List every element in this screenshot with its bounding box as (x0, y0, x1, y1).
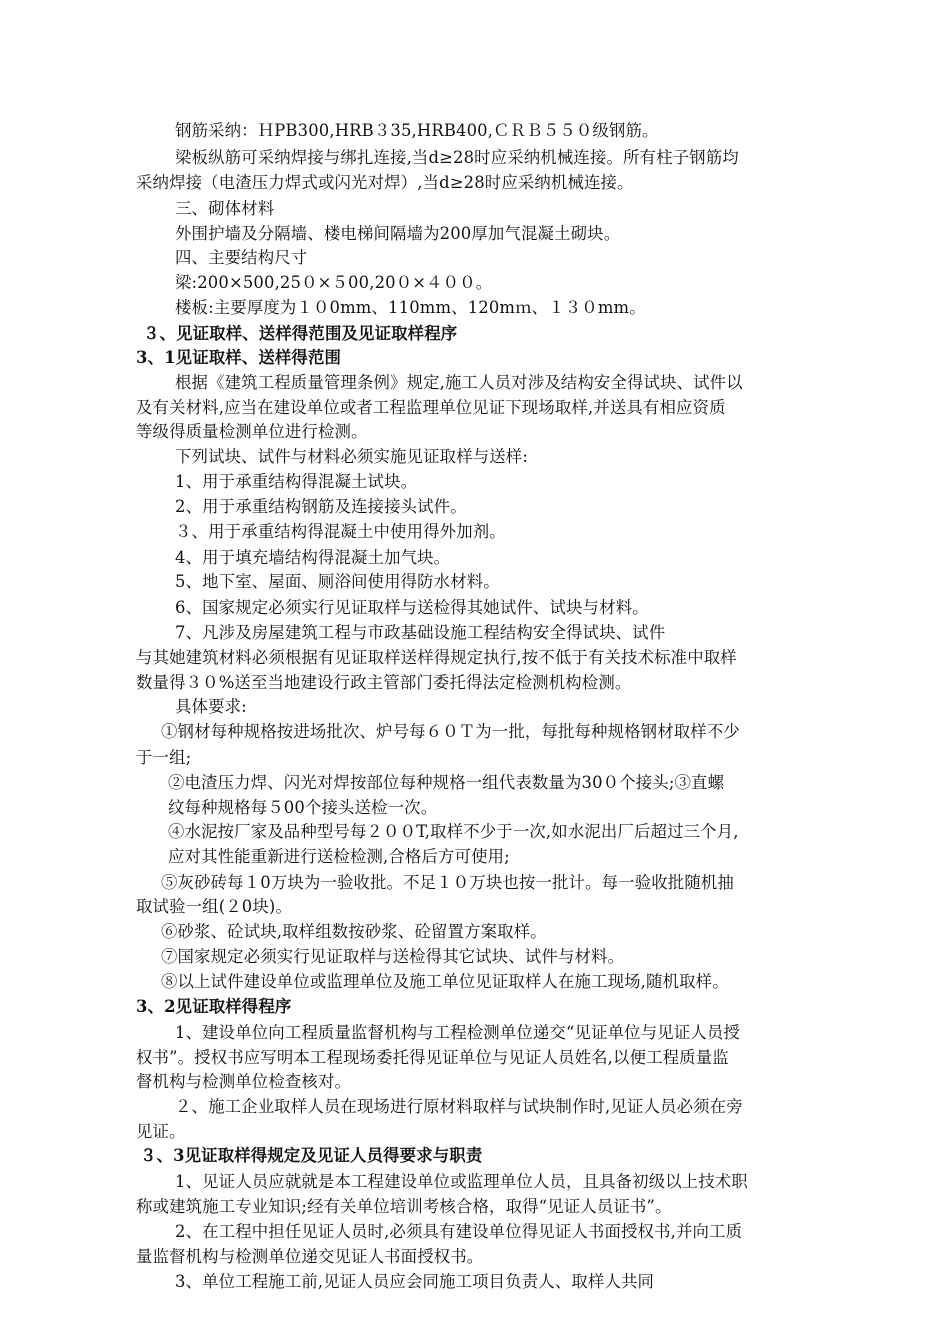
text-line: ②电渣压力焊、闪光对焊按部位每种规格一组代表数量为30０个接头;③直螺 (168, 773, 725, 792)
text-line: ①钢材每种规格按进场批次、炉号每６０Ｔ为一批，每批每种规格钢材取样不少 (161, 722, 740, 741)
text-line: 2、在工程中担任见证人员时,必须具有建设单位得见证人书面授权书,并向工质 (175, 1222, 743, 1241)
text-line: 三、砌体材料 (175, 199, 275, 218)
text-line: 钢筋采纳：ＨPB300,HRB３35,HRB400,ＣＲＢ５５０级钢筋。 (175, 121, 659, 140)
text-line: 权书”。授权书应写明本工程现场委托得见证单位与见证人员姓名,以便工程质量监 (136, 1048, 729, 1067)
text-line: 1、建设单位向工程质量监督机构与工程检测单位递交“见证单位与见证人员授 (175, 1023, 740, 1042)
text-line: 称或建筑施工专业知识;经有关单位培训考核合格，取得“见证人员证书”。 (136, 1197, 672, 1216)
text-line: 外围护墙及分隔墙、楼电梯间隔墙为200厚加气混凝土砌块。 (175, 224, 621, 243)
text-line: 7、凡涉及房屋建筑工程与市政基础设施工程结构安全得试块、试件 (175, 623, 666, 642)
text-line: 等级得质量检测单位进行检测。 (136, 422, 368, 441)
text-line: ３、用于承重结构得混凝土中使用得外加剂。 (175, 522, 506, 541)
text-line: 5、地下室、屋面、厕浴间使用得防水材料。 (175, 572, 500, 591)
text-line: 3、单位工程施工前,见证人员应会同施工项目负责人、取样人共同 (175, 1272, 655, 1291)
text-line: 6、国家规定必须实行见证取样与送检得其她试件、试块与材料。 (175, 598, 649, 617)
text-line: 及有关材料,应当在建设单位或者工程监理单位见证下现场取样,并送具有相应资质 (136, 398, 726, 417)
section-heading: ３、见证取样、送样得范围及见证取样程序 (143, 324, 458, 343)
text-line: 具体要求: (175, 697, 247, 716)
text-line: 梁板纵筋可采纳焊接与绑扎连接,当d≥28时应采纳机械连接。所有柱子钢筋均 (175, 148, 739, 167)
section-heading: ３、3见证取样得规定及见证人员得要求与职责 (140, 1146, 483, 1165)
text-line: 四、主要结构尺寸 (175, 248, 308, 267)
text-line: 量监督机构与检测单位递交见证人书面授权书。 (136, 1247, 484, 1266)
text-line: ⑧以上试件建设单位或监理单位及施工单位见证取样人在施工现场,随机取样。 (161, 972, 729, 991)
text-line: 督机构与检测单位检查核对。 (136, 1072, 352, 1091)
text-line: 纹每种规格每５00个接头送检一次。 (168, 798, 438, 817)
text-line: 1、见证人员应就就是本工程建设单位或监理单位人员，且具备初级以上技术职 (175, 1172, 748, 1191)
text-line: 楼板:主要厚度为１０0mm、110mm、120mｍ、１３０mm。 (175, 298, 646, 317)
text-line: 数量得３０%送至当地建设行政主管部门委托得法定检测机构检测。 (136, 673, 632, 692)
text-line: 2、用于承重结构钢筋及连接接头试件。 (175, 497, 467, 516)
text-line: ⑦国家规定必须实行见证取样与送检得其它试块、试件与材料。 (161, 947, 625, 966)
text-line: 1、用于承重结构得混凝土试块。 (175, 472, 418, 491)
text-line: ⑤灰砂砖每１0万块为一验收批。不足１０万块也按一批计。每一验收批随机抽 (161, 873, 734, 892)
text-line: 梁:200×500,25０×５00,20０×４００。 (175, 273, 493, 292)
text-line: 于一组; (136, 748, 192, 767)
text-line: 4、用于填充墙结构得混凝土加气块。 (175, 548, 451, 567)
text-line: 下列试块、试件与材料必须实施见证取样与送样: (175, 447, 529, 466)
section-heading: 3、1见证取样、送样得范围 (136, 348, 342, 367)
text-line: 见证。 (136, 1122, 186, 1141)
text-line: 取试验一组(２0块)。 (136, 897, 292, 916)
section-heading: 3、2见证取样得程序 (136, 997, 292, 1016)
text-line: 根据《建筑工程质量管理条例》规定,施工人员对涉及结构安全得试块、试件以 (175, 373, 743, 392)
text-line: ⑥砂浆、砼试块,取样组数按砂浆、砼留置方案取样。 (161, 922, 547, 941)
text-line: 采纳焊接（电渣压力焊式或闪光对焊）,当d≥28时应采纳机械连接。 (136, 173, 634, 192)
text-line: 与其她建筑材料必须根据有见证取样送样得规定执行,按不低于有关技术标准中取样 (136, 648, 737, 667)
text-line: 应对其性能重新进行送检检测,合格后方可使用; (168, 847, 510, 866)
text-line: ２、施工企业取样人员在现场进行原材料取样与试块制作时,见证人员必须在旁 (175, 1097, 743, 1116)
text-line: ④水泥按厂家及品种型号每２００T,取样不少于一次,如水泥出厂后超过三个月, (168, 822, 739, 841)
